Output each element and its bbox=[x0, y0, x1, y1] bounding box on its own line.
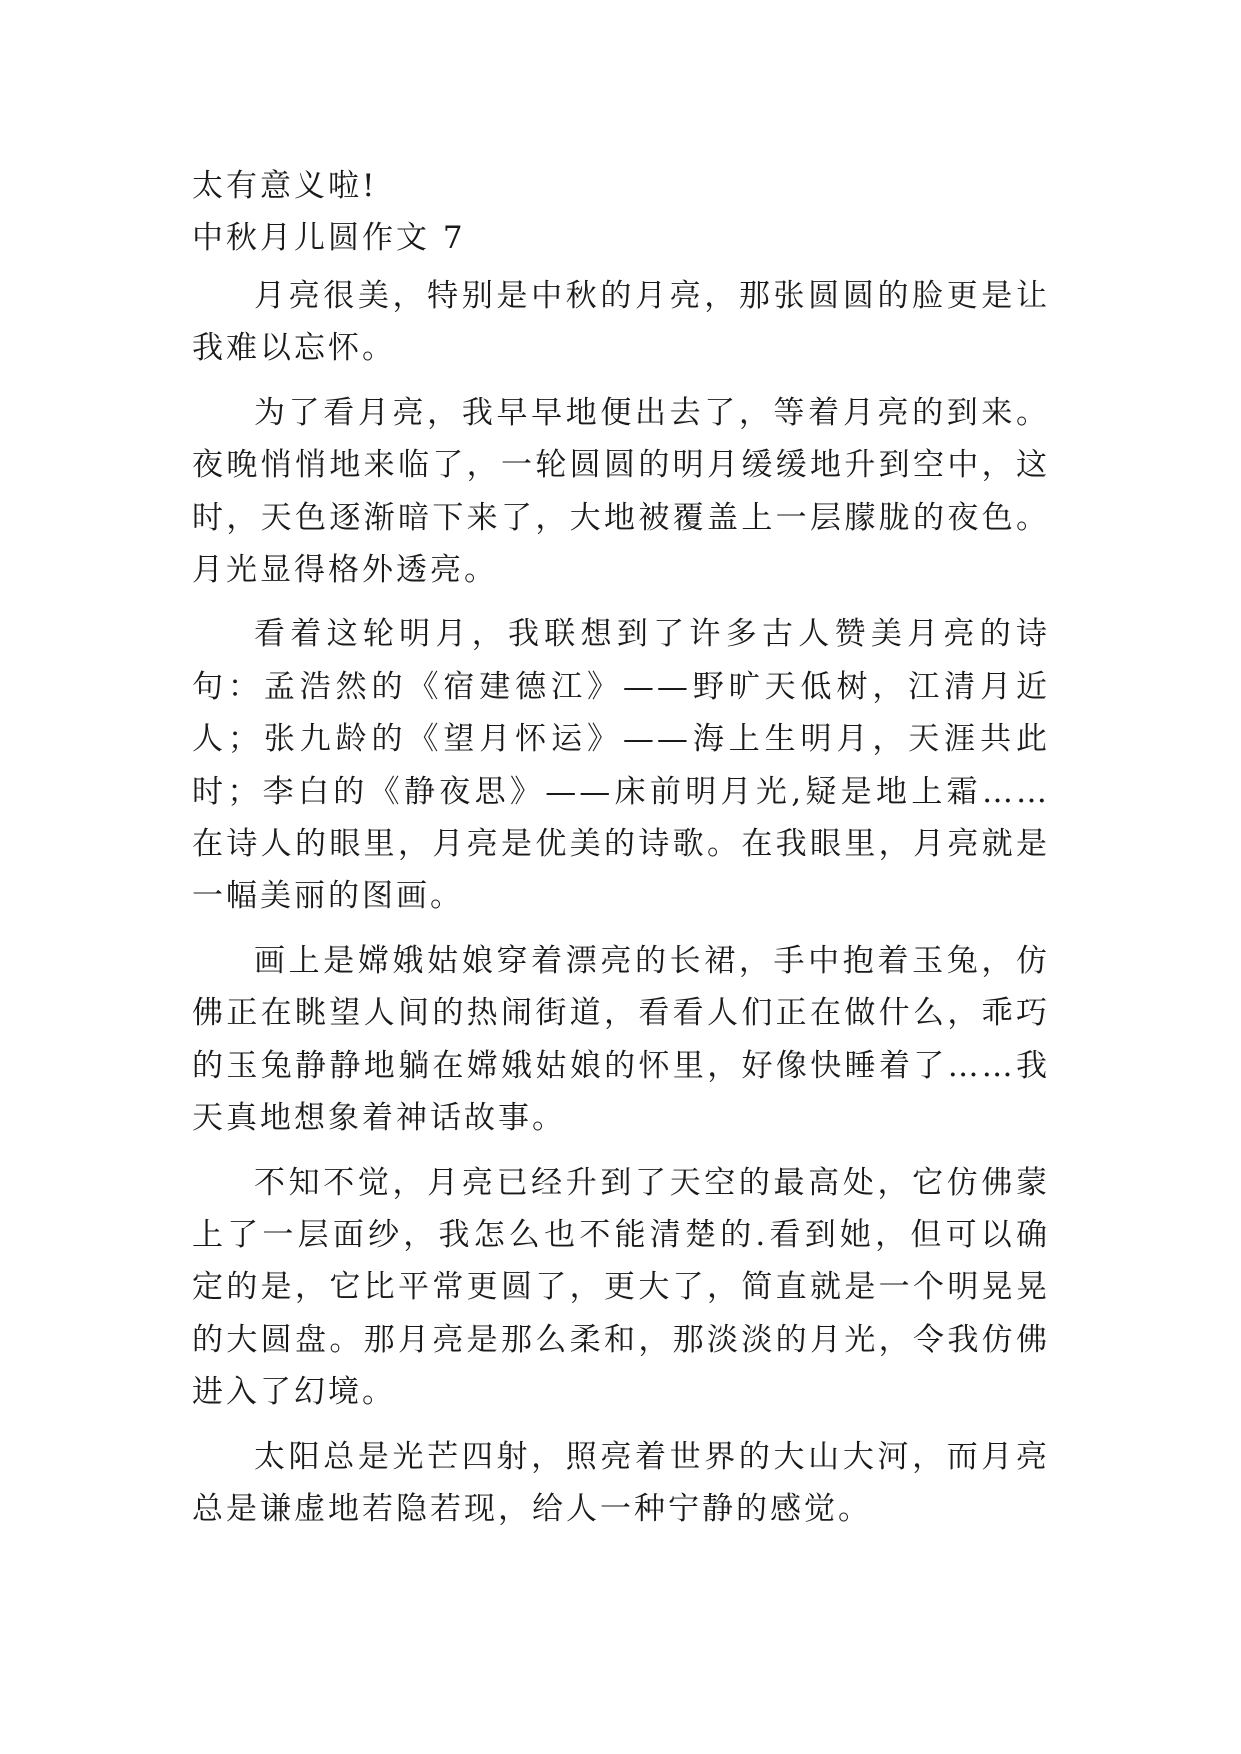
previous-text-tail: 太有意义啦! bbox=[192, 168, 378, 204]
paragraph-4: 画上是嫦娥姑娘穿着漂亮的长裙，手中抱着玉兔，仿佛正在眺望人间的热闹街道，看看人们正在做什么，乖巧的玉兔静静地躺在嫦娥姑娘的怀里，好像快睡着了……我天真地想象着神话故事。 bbox=[192, 942, 1050, 1137]
paragraph-5: 不知不觉，月亮已经升到了天空的最高处，它仿佛蒙上了一层面纱，我怎么也不能清楚的.看到她，但可以确定的是，它比平常更圆了，更大了，简直就是一个明晃晃的大圆盘。那月亮是那么柔和，那淡淡的月光，令我仿佛进入了幻境。 bbox=[192, 1164, 1050, 1411]
paragraph-3: 看着这轮明月，我联想到了许多古人赞美月亮的诗句：孟浩然的《宿建德江》——野旷天低树，江清月近人；张九龄的《望月怀运》——海上生明月，天涯共此时；李白的《静夜思》——床前明月光,疑是地上霜……在诗人的眼里，月亮是优美的诗歌。在我眼里，月亮就是一幅美丽的图画。 bbox=[192, 616, 1050, 915]
document-page bbox=[192, 160, 1050, 1547]
paragraph-6: 太阳总是光芒四射，照亮着世界的大山大河，而月亮总是谦虚地若隐若现，给人一种宁静的感觉。 bbox=[192, 1438, 1050, 1527]
paragraph-2: 为了看月亮，我早早地便出去了，等着月亮的到来。夜晚悄悄地来临了，一轮圆圆的明月缓缓地升到空中，这时，天色逐渐暗下来了，大地被覆盖上一层朦胧的夜色。月光显得格外透亮。 bbox=[192, 394, 1050, 589]
paragraph-1: 月亮很美，特别是中秋的月亮，那张圆圆的脸更是让我难以忘怀。 bbox=[192, 278, 1050, 367]
essay-title: 中秋月儿圆作文 7 bbox=[192, 220, 466, 256]
